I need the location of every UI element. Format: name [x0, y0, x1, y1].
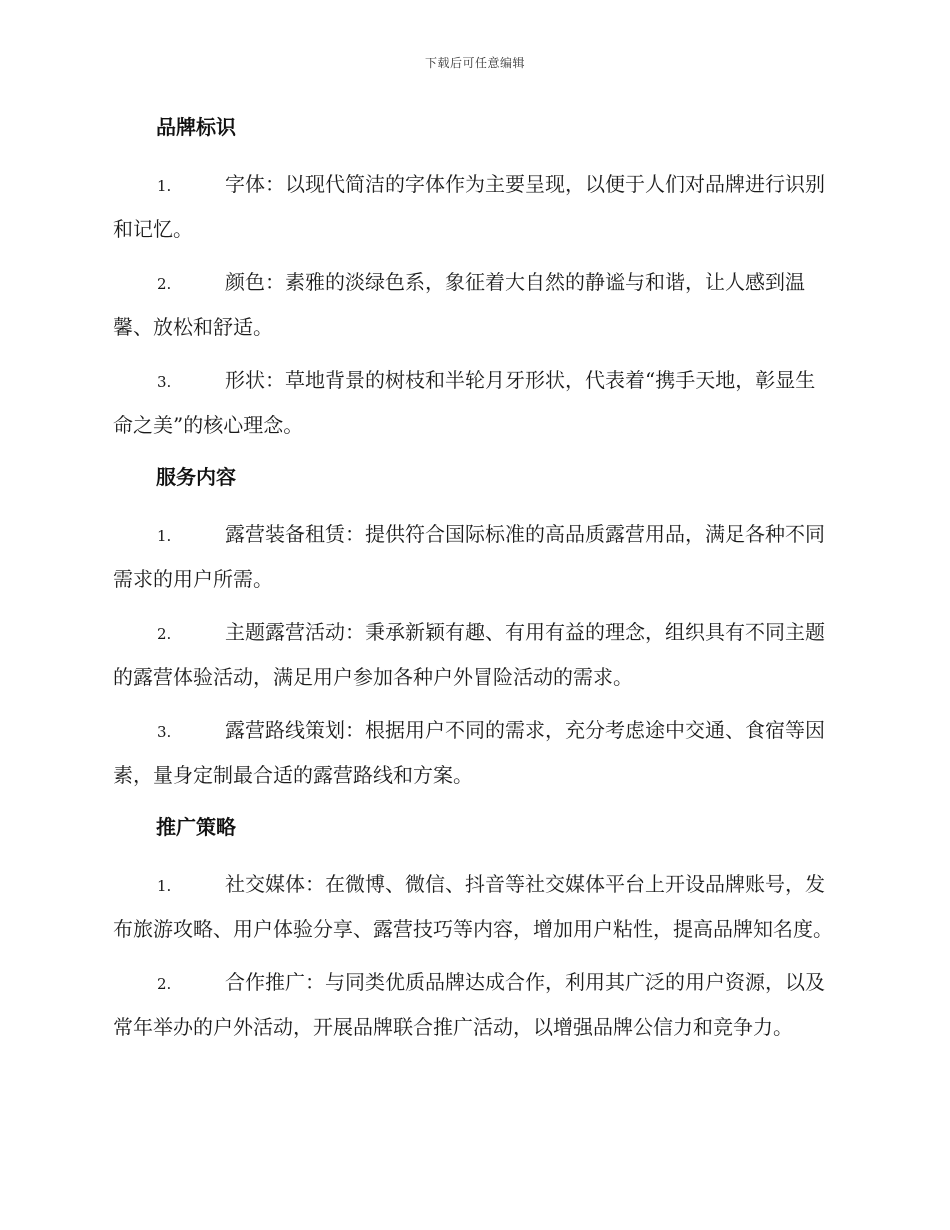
item-number: 1. — [157, 177, 172, 195]
item-text: 社交媒体：在微博、微信、抖音等社交媒体平台上开设品牌账号，发布旅游攻略、用户体验分享、露营技巧等内容，增加用户粘性，提高品牌知名度。 — [113, 872, 833, 941]
section-heading: 品牌标识 — [156, 115, 236, 139]
item-number: 2. — [157, 275, 172, 293]
list-item — [113, 709, 835, 797]
item-text: 露营装备租赁：提供符合国际标准的高品质露营用品，满足各种不同需求的用户所需。 — [113, 522, 825, 591]
list-item — [113, 359, 835, 447]
section-promotion — [113, 807, 835, 1049]
item-text: 形状：草地背景的树枝和半轮月牙形状，代表着“携手天地，彰显生命之美”的核心理念。 — [113, 368, 816, 437]
item-text: 主题露营活动：秉承新颖有趣、有用有益的理念，组织具有不同主题的露营体验活动，满足用户参加各种户外冒险活动的需求。 — [113, 620, 825, 689]
list-item — [113, 961, 835, 1049]
section-heading: 推广策略 — [156, 815, 236, 839]
item-number: 2. — [157, 625, 172, 643]
list-item — [113, 261, 835, 349]
document-body — [113, 107, 835, 1059]
header-note: 下载后可任意编辑 — [424, 56, 525, 70]
item-number: 3. — [157, 723, 172, 741]
list-item — [113, 163, 835, 251]
list-item — [113, 863, 835, 951]
list-item — [113, 513, 835, 601]
item-text: 合作推广：与同类优质品牌达成合作，利用其广泛的用户资源，以及常年举办的户外活动，开展品牌联合推广活动，以增强品牌公信力和竞争力。 — [113, 970, 825, 1039]
section-heading: 服务内容 — [156, 465, 236, 489]
section-brand-identity — [113, 107, 835, 447]
section-services — [113, 457, 835, 797]
item-number: 2. — [157, 975, 172, 993]
item-number: 1. — [157, 527, 172, 545]
item-text: 颜色：素雅的淡绿色系，象征着大自然的静谧与和谐，让人感到温馨、放松和舒适。 — [113, 270, 805, 339]
list-item — [113, 611, 835, 699]
item-number: 3. — [157, 373, 172, 391]
item-text: 字体：以现代简洁的字体作为主要呈现，以便于人们对品牌进行识别和记忆。 — [113, 172, 825, 241]
item-text: 露营路线策划：根据用户不同的需求，充分考虑途中交通、食宿等因素，量身定制最合适的露营路线和方案。 — [113, 718, 825, 787]
item-number: 1. — [157, 877, 172, 895]
